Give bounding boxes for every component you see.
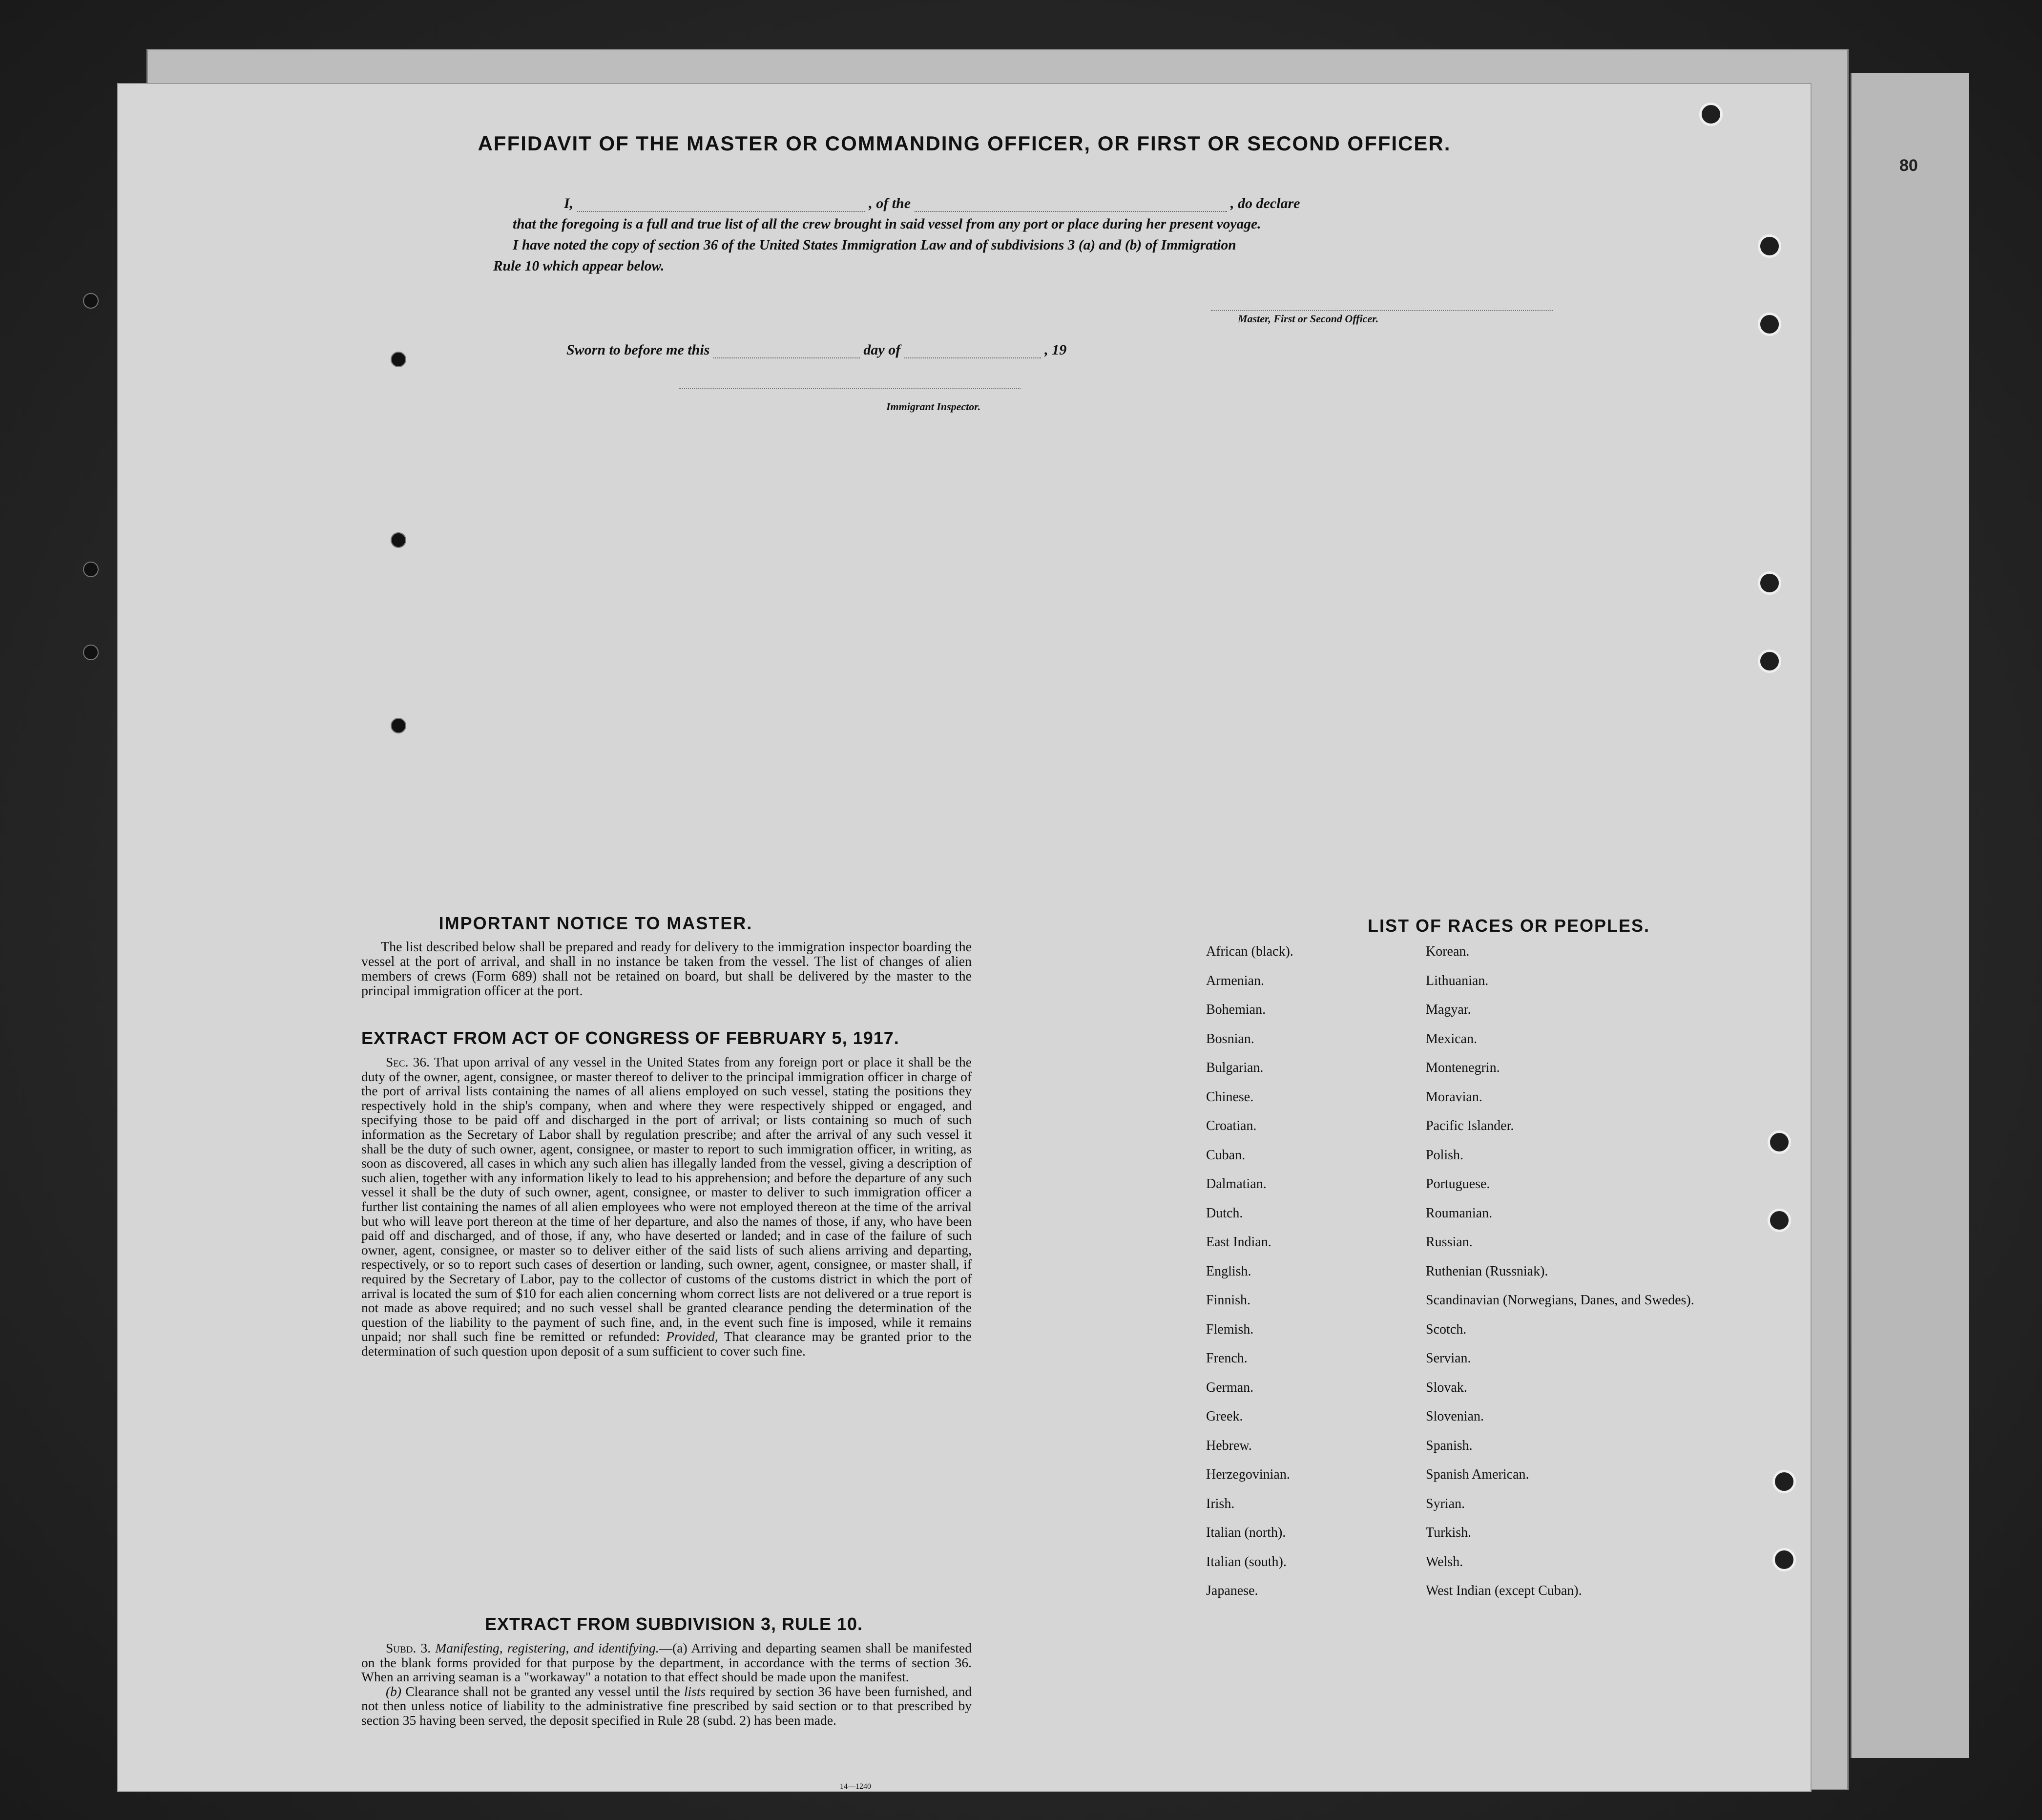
race-item: Dutch.	[1206, 1205, 1243, 1221]
race-item: African (black).	[1206, 944, 1293, 959]
notice-title: IMPORTANT NOTICE TO MASTER.	[438, 913, 753, 933]
races-list	[1206, 945, 1792, 1613]
affidavit-line-4: Rule 10 which appear below.	[493, 258, 665, 274]
race-item: Dalmatian.	[1206, 1176, 1267, 1192]
binder-hole-icon	[1699, 103, 1723, 126]
sworn-day-blank	[713, 357, 860, 358]
race-item: Spanish.	[1426, 1438, 1473, 1453]
binder-hole-icon	[1758, 571, 1781, 595]
affidavit-of-the: , of the	[869, 195, 911, 211]
race-item: French.	[1206, 1351, 1248, 1366]
race-item: German.	[1206, 1380, 1254, 1395]
punch-hole-icon	[391, 532, 406, 548]
race-item: Irish.	[1206, 1496, 1235, 1511]
affidavit-i: I,	[564, 195, 574, 211]
subd-b-lists: lists	[684, 1683, 706, 1699]
race-item: Lithuanian.	[1426, 973, 1489, 988]
sworn-line	[566, 342, 1066, 358]
races-title: LIST OF RACES OR PEOPLES.	[1367, 916, 1650, 936]
subd-b-text-1: Clearance shall not be granted any vessel until the	[405, 1683, 680, 1699]
race-item: Armenian.	[1206, 973, 1264, 988]
affidavit-line-3: I have noted the copy of section 36 of the United States Immigration Law and of subdivisions 3 (a) and (b) of Immigration	[513, 237, 1236, 253]
race-item: Chinese.	[1206, 1089, 1254, 1105]
binder-hole-icon	[1772, 1470, 1796, 1493]
binder-hole-icon	[1758, 234, 1781, 258]
race-item: Bohemian.	[1206, 1002, 1266, 1017]
section-36-text	[361, 1055, 972, 1358]
affidavit-do-declare: , do declare	[1230, 195, 1300, 211]
affidavit-title: AFFIDAVIT OF THE MASTER OR COMMANDING OFFICER, OR FIRST OR SECOND OFFICER.	[478, 132, 1451, 155]
race-item: Ruthenian (Russniak).	[1426, 1263, 1548, 1279]
race-item: Magyar.	[1426, 1002, 1471, 1017]
sworn-text: Sworn to before me this	[566, 342, 710, 358]
race-item: Greek.	[1206, 1409, 1243, 1424]
race-item: Slovenian.	[1426, 1409, 1484, 1424]
binder-hole-icon	[1758, 649, 1781, 673]
affidavit-line-1	[564, 195, 1300, 212]
race-item: Italian (south).	[1206, 1554, 1287, 1569]
extract-act-title: EXTRACT FROM ACT OF CONGRESS OF FEBRUARY 5, 1917.	[361, 1028, 899, 1048]
race-item: Slovak.	[1426, 1380, 1467, 1395]
binder-hole-icon	[1768, 1209, 1791, 1232]
race-item: Bosnian.	[1206, 1031, 1254, 1046]
race-item: Moravian.	[1426, 1089, 1482, 1105]
binder-hole-icon	[83, 293, 99, 309]
binder-hole-icon	[83, 562, 99, 577]
race-item: Korean.	[1426, 944, 1470, 959]
race-item: Bulgarian.	[1206, 1060, 1264, 1075]
race-item: Scotch.	[1426, 1321, 1467, 1337]
inspector-signature-line	[679, 388, 1021, 389]
subdivision-3-b	[361, 1684, 972, 1728]
race-item: Portuguese.	[1426, 1176, 1490, 1192]
race-item: Pacific Islander.	[1426, 1118, 1514, 1133]
subd-b-label: (b)	[386, 1683, 402, 1699]
race-item: Turkish.	[1426, 1525, 1472, 1540]
race-item: Syrian.	[1426, 1496, 1465, 1511]
race-item: English.	[1206, 1263, 1251, 1279]
race-item: Flemish.	[1206, 1321, 1254, 1337]
race-item: Finnish.	[1206, 1293, 1251, 1308]
notice-body: The list described below shall be prepared and ready for delivery to the immigration inspector boarding the vessel at the port of arrival, and shall in no instance be taken from the vessel. The list of changes of alien members of crews (Form 689) shall not be retained on board, but shall be delivered by the master to the principal immigration officer at the port.	[361, 940, 972, 999]
race-item: Cuban.	[1206, 1147, 1246, 1163]
punch-hole-icon	[391, 352, 406, 367]
race-item: Japanese.	[1206, 1583, 1258, 1598]
section-36-body-end: That clearance may be granted prior to the determination of such question upon deposit of a sum sufficient to cover such fine.	[361, 1329, 972, 1359]
binder-hole-icon	[1768, 1130, 1791, 1154]
race-item: Hebrew.	[1206, 1438, 1252, 1453]
binder-hole-icon	[83, 645, 99, 660]
subd-a-text: —(a) Arriving and departing seamen shall be manifested on the blank forms provided for that purpose by the department, in accordance with the terms of section 36. When an arriving seaman is a "workaway" a notation to that effect should be made upon the manifest.	[361, 1640, 972, 1685]
name-blank	[577, 211, 865, 212]
race-item: West Indian (except Cuban).	[1426, 1583, 1582, 1598]
page-number: 80	[1899, 156, 1918, 175]
race-item: Scandinavian (Norwegians, Danes, and Swedes).	[1426, 1293, 1694, 1308]
subdivision-3-a	[361, 1641, 972, 1684]
race-item: Polish.	[1426, 1147, 1464, 1163]
vessel-blank	[915, 211, 1227, 212]
section-36-body: That upon arrival of any vessel in the United States from any foreign port or place it shall be the duty of the owner, agent, consignee, or master thereof to deliver to the principal immigration officer in charge of the port of arrival lists containing the names of all aliens employed on such vessel, stating the positions they respectively hold in the ship's company, when and where they were respectively shipped or engaged, and specifying those to be paid off and discharged in the port of arrival; or lists containing so much of such information as the Secretary of Labor shall by regulation prescribe; and after the arrival of any such vessel it shall be the duty of such owner, agent, consignee, or master to report to such immigration officer, in writing, as soon as discovered, all cases in which any such alien has illegally landed from the vessel, giving a description of such alien, together with any information likely to lead to his apprehension; and before the departure of any such vessel it shall be the duty of such owner, agent, consignee, or master to deliver to such immigration officer a further list containing the names of all alien employees who were not employed thereon at the time of the arrival but who will leave port thereon at the time of her departure, and also the names of those, if any, who have been paid off and discharged, and of those, if any, who have deserted or landed; and in case of the failure of such owner, agent, consignee, or master so to deliver either of the said lists of such aliens arriving and departing, respectively, or so to report such cases of desertion or landing, such owner, agent, consignee, or master shall, if required by the Secretary of Labor, pay to the collector of customs of the customs district in which the port of arrival is located the sum of $10 for each alien concerning whom correct lists are not delivered or a true report is not made as above required; and no such vessel shall be granted clearance pending the determination of the question of the liability to the payment of such fine, and, in the event such fine is imposed, while it remains unpaid; nor shall such fine be remitted or refunded:	[361, 1054, 972, 1344]
master-signature-line	[1211, 310, 1553, 311]
binder-hole-icon	[1772, 1548, 1796, 1571]
race-item: Montenegrin.	[1426, 1060, 1500, 1075]
day-of-text: day of	[863, 342, 901, 358]
sworn-month-blank	[904, 357, 1041, 358]
race-item: Croatian.	[1206, 1118, 1257, 1133]
subd-label: Subd. 3.	[386, 1640, 431, 1655]
race-item: East Indian.	[1206, 1234, 1271, 1250]
race-item: Spanish American.	[1426, 1467, 1529, 1482]
race-item: Servian.	[1426, 1351, 1471, 1366]
inspector-label: Immigrant Inspector.	[886, 400, 981, 413]
document-page	[117, 83, 1812, 1792]
extract-rule-title: EXTRACT FROM SUBDIVISION 3, RULE 10.	[484, 1614, 863, 1634]
provided-word: Provided,	[666, 1329, 718, 1344]
right-page-edge	[1851, 73, 1969, 1758]
affidavit-line-2: that the foregoing is a full and true list of all the crew brought in said vessel from any port or place during her present voyage.	[513, 216, 1261, 232]
section-36-label: Sec. 36.	[386, 1054, 430, 1069]
race-item: Italian (north).	[1206, 1525, 1286, 1540]
subd-heading: Manifesting, registering, and identifying.	[435, 1640, 659, 1655]
master-label: Master, First or Second Officer.	[1238, 313, 1379, 325]
race-item: Roumanian.	[1426, 1205, 1493, 1221]
binder-hole-icon	[1758, 313, 1781, 336]
form-number: 14—1240	[840, 1782, 871, 1791]
year-text: , 19	[1044, 342, 1067, 358]
race-item: Herzegovinian.	[1206, 1467, 1290, 1482]
race-item: Russian.	[1426, 1234, 1473, 1250]
race-item: Welsh.	[1426, 1554, 1463, 1569]
subd-b-text-2: required by section 36 have been furnished, and not then unless notice of liability to the administrative fine prescribed by said section or to that prescribed by section 35 having been served, the deposit specified in Rule 28 (subd. 2) has been made.	[361, 1683, 972, 1728]
subdivision-3-text	[361, 1641, 972, 1728]
race-item: Mexican.	[1426, 1031, 1477, 1046]
punch-hole-icon	[391, 718, 406, 733]
